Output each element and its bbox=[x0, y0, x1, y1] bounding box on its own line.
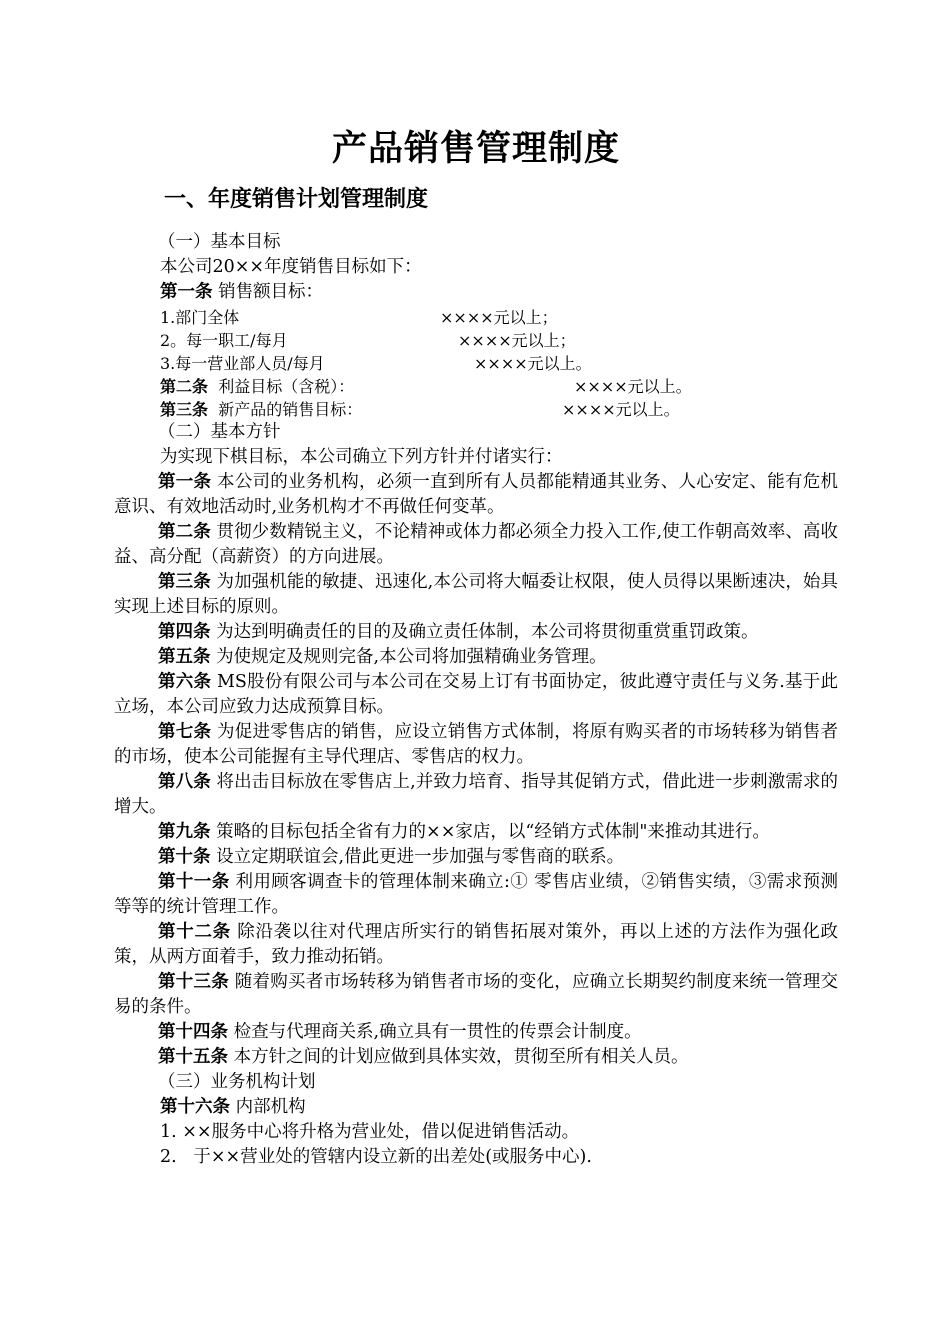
article-text: 为使规定及规则完备,本公司将加强精确业务管理。 bbox=[210, 647, 607, 667]
policy-paragraph bbox=[114, 620, 838, 645]
policy-paragraph bbox=[114, 845, 838, 870]
article-head: 第八条 bbox=[158, 772, 211, 792]
article-sales-target bbox=[114, 280, 838, 305]
policy-paragraph bbox=[114, 920, 838, 970]
article-head: 第二条 bbox=[160, 377, 209, 396]
article-head: 第一条 bbox=[160, 282, 213, 302]
article-head: 第十二条 bbox=[158, 922, 231, 942]
article-head: 第四条 bbox=[158, 622, 211, 642]
policy-paragraph bbox=[114, 670, 838, 720]
article-text: 利益目标（含税）： bbox=[208, 377, 355, 396]
subsection-heading: （二）基本方针 bbox=[158, 422, 281, 442]
subsection-heading: （三）业务机构计划 bbox=[158, 1072, 316, 1092]
policy-paragraph bbox=[114, 870, 838, 920]
subsection-heading: （一）基本目标 bbox=[158, 232, 281, 252]
intro-text: 为实现下棋目标，本公司确立下列方针并付诸实行： bbox=[160, 447, 563, 467]
article-head: 第十四条 bbox=[158, 1022, 228, 1042]
article-text: 为促进零售店的销售，应设立销售方式体制，将原有购买者的市场转移为销售者的市场，使本公司能握有主导代理店、零售店的权力。 bbox=[114, 722, 839, 767]
document-page bbox=[114, 120, 838, 1170]
target-value: ××××元以上。 bbox=[474, 354, 592, 373]
policy-paragraph bbox=[114, 520, 838, 570]
article-head: 第十条 bbox=[158, 847, 211, 867]
article-head: 第十一条 bbox=[158, 872, 230, 892]
target-label: 1.部门全体 bbox=[160, 308, 240, 327]
policy-paragraph bbox=[114, 470, 838, 520]
article-head: 第六条 bbox=[158, 672, 212, 692]
article-head: 第一条 bbox=[158, 472, 212, 492]
section-heading: 一、年度销售计划管理制度 bbox=[164, 187, 429, 212]
article-head: 第二条 bbox=[158, 522, 211, 542]
article-text: 为达到明确责任的目的及确立责任体制，本公司将贯彻重赏重罚政策。 bbox=[210, 622, 759, 642]
article-profit-target bbox=[114, 374, 838, 397]
article-text: 本方针之间的计划应做到具体实效，贯彻至所有相关人员。 bbox=[228, 1047, 689, 1067]
policy-paragraph bbox=[114, 820, 838, 845]
article-text: 除沿袭以往对代理店所实行的销售拓展对策外，再以上述的方法作为强化政策，从两方面着手，致力推动拓销。 bbox=[114, 922, 839, 967]
target-label: 3.每一营业部人员/每月 bbox=[160, 354, 325, 373]
article-head: 第三条 bbox=[160, 400, 209, 419]
article-text: 为加强机能的敏捷、迅速化,本公司将大幅委让权限，使人员得以果断速决，始具实现上述目标的原则。 bbox=[114, 572, 839, 617]
policy-paragraph bbox=[114, 1045, 838, 1070]
intro-text: 本公司20××年度销售目标如下： bbox=[160, 257, 422, 277]
article-text: 新产品的销售目标： bbox=[208, 400, 363, 419]
target-row bbox=[114, 351, 838, 374]
policy-paragraph bbox=[114, 720, 838, 770]
article-text: 贯彻少数精锐主义，不论精神或体力都必须全力投入工作,使工作朝高效率、高收益、高分配（高薪资）的方向进展。 bbox=[114, 522, 839, 567]
article-text: 销售额目标： bbox=[212, 282, 324, 302]
article-text: 本公司的业务机构，必须一直到所有人员都能精通其业务、人心安定、能有危机意识、有效地活动时,业务机构才不再做任何变革。 bbox=[114, 472, 839, 517]
article-value: ××××元以上。 bbox=[574, 377, 692, 396]
article-new-product-target bbox=[114, 397, 838, 420]
article-value: ××××元以上。 bbox=[562, 400, 680, 419]
article-text: 利用顾客调查卡的管理体制来确立:① 零售店业绩，②销售实绩，③需求预测等等的统计管理工作。 bbox=[114, 872, 838, 917]
article-head: 第十六条 bbox=[160, 1097, 230, 1117]
article-text: MS股份有限公司与本公司在交易上订有书面协定，彼此遵守责任与义务.基于此立场，本公司应致力达成预算目标。 bbox=[114, 672, 839, 717]
target-row bbox=[114, 328, 838, 351]
target-label: 2。每一职工/每月 bbox=[160, 331, 288, 350]
policy-paragraph bbox=[114, 1020, 838, 1045]
article-text: 检查与代理商关系,确立具有一贯性的传票会计制度。 bbox=[228, 1022, 642, 1042]
target-row bbox=[114, 305, 838, 328]
article-internal-org bbox=[114, 1095, 838, 1120]
document-title: 产品销售管理制度 bbox=[331, 129, 620, 169]
article-head: 第九条 bbox=[158, 822, 211, 842]
policy-paragraph bbox=[114, 770, 838, 820]
article-head: 第五条 bbox=[158, 647, 211, 667]
article-text: 内部机构 bbox=[230, 1097, 306, 1117]
target-value: ××××元以上； bbox=[440, 308, 558, 327]
article-text: 随着购买者市场转移为销售者市场的变化，应确立长期契约制度来统一管理交易的条件。 bbox=[114, 972, 839, 1017]
article-head: 第十五条 bbox=[158, 1047, 228, 1067]
list-item: 2. 于××营业处的管辖内设立新的出差处(或服务中心). bbox=[160, 1147, 592, 1167]
policy-paragraph bbox=[114, 645, 838, 670]
list-item: 1. ××服务中心将升格为营业处，借以促进销售活动。 bbox=[160, 1122, 580, 1142]
article-head: 第十三条 bbox=[158, 972, 229, 992]
article-head: 第七条 bbox=[158, 722, 212, 742]
policy-paragraph bbox=[114, 970, 838, 1020]
policy-paragraph bbox=[114, 570, 838, 620]
target-value: ××××元以上； bbox=[458, 331, 576, 350]
article-text: 策略的目标包括全省有力的××家店，以“经销方式体制"来推动其进行。 bbox=[210, 822, 770, 842]
article-text: 将出击目标放在零售店上,并致力培育、指导其促销方式，借此进一步刺激需求的增大。 bbox=[114, 772, 839, 817]
article-head: 第三条 bbox=[158, 572, 211, 592]
article-text: 设立定期联谊会,借此更进一步加强与零售商的联系。 bbox=[210, 847, 625, 867]
